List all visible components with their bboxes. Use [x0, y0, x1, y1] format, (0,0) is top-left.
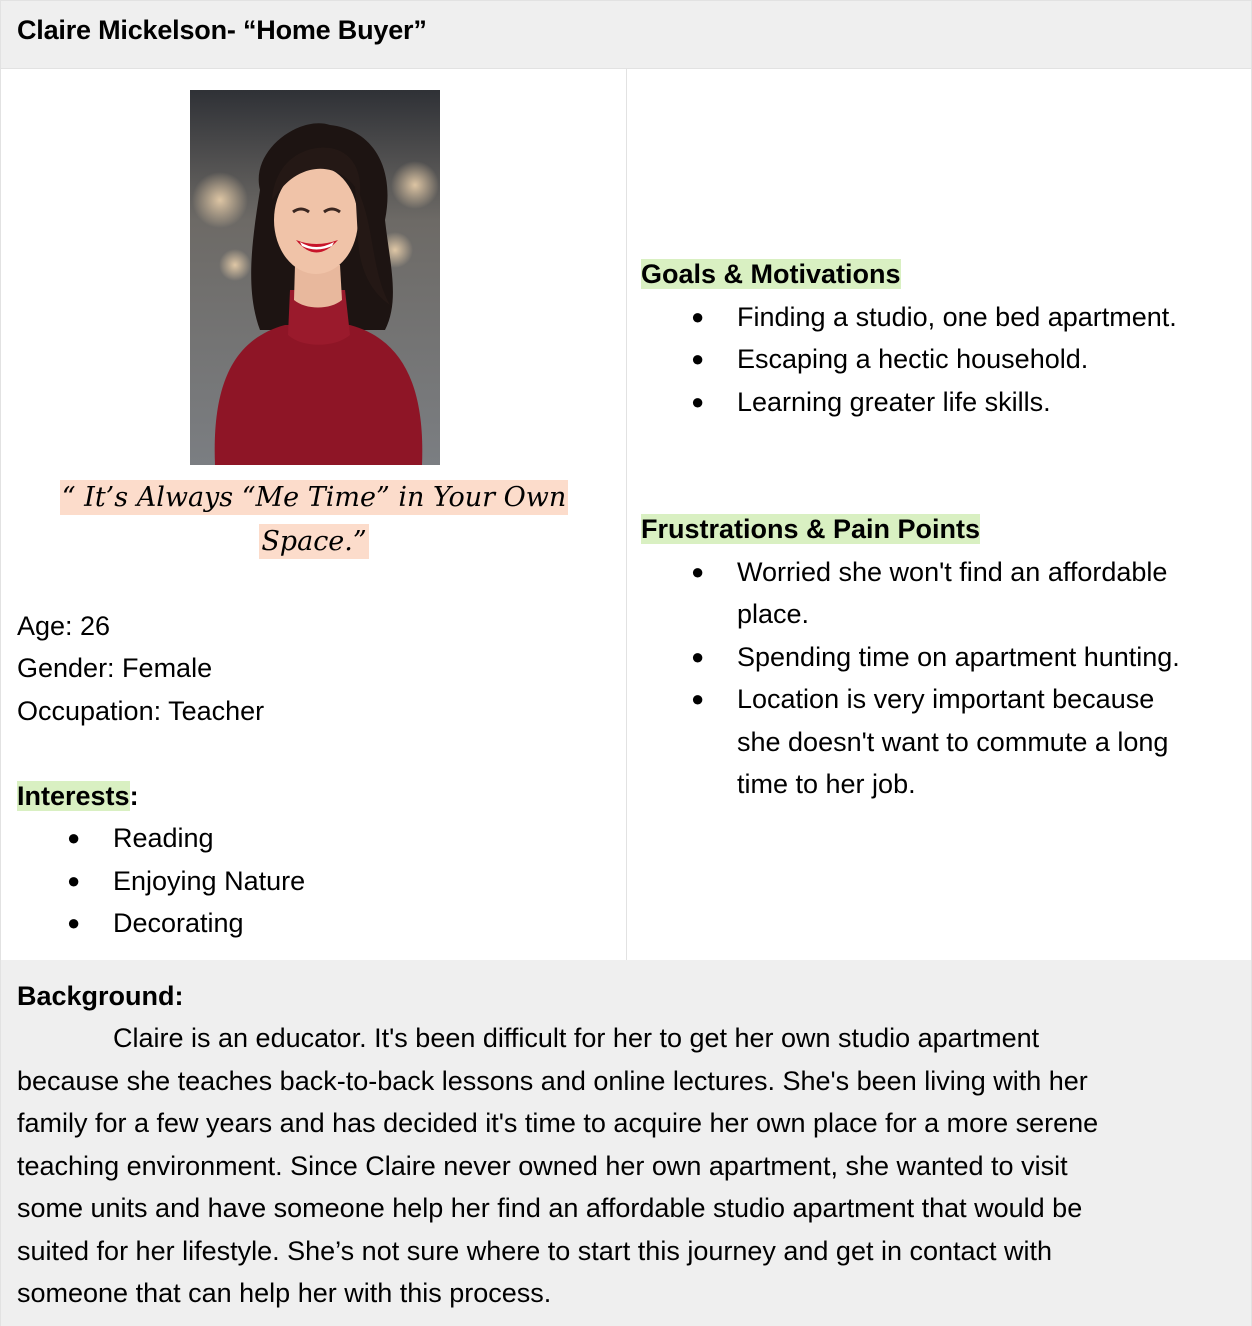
goal-item: Escaping a hectic household.: [737, 344, 1089, 374]
frustration-item-line: Location is very important because: [737, 684, 1155, 714]
background-heading: Background:: [17, 981, 184, 1011]
bullet-icon: ●: [691, 389, 705, 414]
persona-quote-line-1: “ It’s Always “Me Time” in Your Own: [61, 482, 567, 513]
bullet-icon: ●: [67, 868, 81, 893]
bullet-icon: ●: [691, 644, 705, 669]
background-section: [1, 960, 1251, 1326]
background-line: someone that can help her with this process.: [17, 1278, 552, 1308]
background-line: suited for her lifestyle. She’s not sure where to start this journey and get in contact with: [17, 1236, 1053, 1266]
header-bar: [1, 1, 1251, 69]
profile-photo: [190, 90, 440, 465]
interest-item: Enjoying Nature: [113, 866, 306, 896]
frustration-item-line: place.: [737, 599, 810, 629]
frustrations-heading: Frustrations & Pain Points: [641, 514, 981, 544]
column-divider: [626, 69, 627, 960]
interests-heading: Interests:: [17, 781, 139, 811]
background-line: teaching environment. Since Claire never owned her own apartment, she wanted to visit: [17, 1151, 1068, 1181]
bullet-icon: ●: [691, 686, 705, 711]
bullet-icon: ●: [67, 825, 81, 850]
frustration-item-line: time to her job.: [737, 769, 916, 799]
page-title: Claire Mickelson- “Home Buyer”: [17, 15, 427, 45]
bullet-icon: ●: [67, 910, 81, 935]
age-label: Age: 26: [17, 611, 111, 641]
frustration-item-line: Spending time on apartment hunting.: [737, 642, 1180, 672]
gender-label: Gender: Female: [17, 653, 213, 683]
persona-quote-line-2: Space.”: [261, 526, 367, 557]
background-line: family for a few years and has decided it's time to acquire her own place for a more serene: [17, 1108, 1099, 1138]
interest-item: Decorating: [113, 908, 244, 938]
goal-item: Learning greater life skills.: [737, 387, 1051, 417]
occupation-label: Occupation: Teacher: [17, 696, 265, 726]
background-line: some units and have someone help her find an affordable studio apartment that would be: [17, 1193, 1083, 1223]
frustration-item-line: Worried she won't find an affordable: [737, 557, 1168, 587]
bullet-icon: ●: [691, 559, 705, 584]
bullet-icon: ●: [691, 304, 705, 329]
portrait-image: [190, 90, 440, 465]
background-line: because she teaches back-to-back lessons and online lectures. She's been living with her: [17, 1066, 1088, 1096]
frustration-item-line: she doesn't want to commute a long: [737, 727, 1169, 757]
bullet-icon: ●: [691, 346, 705, 371]
goals-heading: Goals & Motivations: [641, 259, 901, 289]
interest-item: Reading: [113, 823, 214, 853]
goal-item: Finding a studio, one bed apartment.: [737, 302, 1177, 332]
background-line: Claire is an educator. It's been difficult for her to get her own studio apartment: [113, 1023, 1040, 1053]
